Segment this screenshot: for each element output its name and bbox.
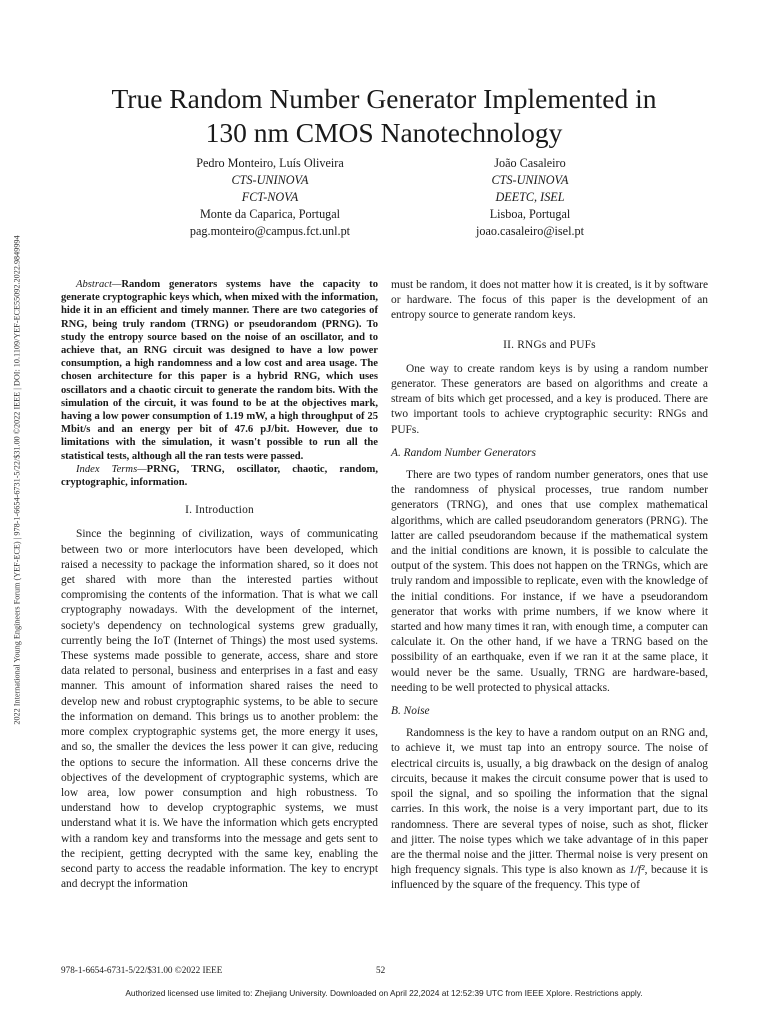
author-email: joao.casaleiro@isel.pt <box>475 224 584 238</box>
abstract <box>61 278 378 463</box>
author-block-2 <box>410 155 650 240</box>
noise-text-part-1: Randomness is the key to have a random output on an RNG and, to achieve it, we must tap into an entropy source. The noise of electrical circuits is, usually, a big drawback on the design of analog circuits, because it makes the circuit consume power that is used to spoil the signal, and so spoiling the information that the signal carries. In this work, the noise is a very important part, due to its randomness. There are several types of noise, such as shot, flicker and jitter. The noise types which we take advantage of in this paper are the thermal noise and the jitter. Thermal noise is very present on high frequency signals. This type is also known as <box>391 727 708 877</box>
license-notice: Authorized licensed use limited to: Zhejiang University. Downloaded on April 22,2024 at 12:52:39 UTC from IEEE Xplore. Restrictions apply. <box>125 988 643 998</box>
author-block-1 <box>150 155 390 240</box>
section-2-paragraph: One way to create random keys is by using a random number generator. These generators are based on algorithms and create a stream of bits which get processed, and a key is produced. There are two important tools to achieve cryptographic security: RNGs and PUFs. <box>391 362 708 436</box>
title-line-2: 130 nm CMOS Nanotechnology <box>205 117 563 149</box>
author-names: João Casaleiro <box>494 156 566 170</box>
index-terms-label: Index Terms— <box>76 463 147 475</box>
paper-title <box>60 82 708 150</box>
subsection-heading-noise: B. Noise <box>391 705 430 718</box>
side-note <box>4 120 30 840</box>
author-location: Lisboa, Portugal <box>489 207 571 221</box>
title-line-1: True Random Number Generator Implemented in <box>111 83 657 115</box>
index-terms-text: PRNG, TRNG, oscillator, chaotic, random, cryptographic, information. <box>61 463 378 489</box>
author-affiliation: DEETC, ISEL <box>495 190 565 204</box>
abstract-label: Abstract— <box>76 279 122 290</box>
noise-formula: 1/f² <box>629 864 645 877</box>
author-affiliation: CTS-UNINOVA <box>491 173 569 187</box>
author-affiliation: FCT-NOVA <box>241 190 299 204</box>
left-column <box>61 278 378 892</box>
author-email: pag.monteiro@campus.fct.unl.pt <box>189 224 351 238</box>
page-number: 52 <box>376 965 386 975</box>
noise-text-part-2: , because it is influenced by the square of the frequency. This type of <box>391 864 708 892</box>
author-location: Monte da Caparica, Portugal <box>199 207 341 221</box>
subsection-b-paragraph <box>391 726 708 893</box>
subsection-heading-rng: A. Random Number Generators <box>391 446 536 459</box>
abstract-text: Random generators systems have the capacity to generate cryptographic keys which, when mixed with the information, hide it in an efficient and timely manner. There are two categories of RNG, being truly random (TRNG) or pseudorandom (PRNG). To study the entropy source based on the noise of an oscillator, and to achieve that, an RNG circuit was designed to have a low power consumption, a high randomness and a low cost and area usage. The chosen architecture for this paper is a hybrid RNG, which uses oscillators and a chaotic circuit to generate the random bits. With the simulation of the circuit, it was found to be at the objectives mark, having a low power consumption of 1.19 mW, a high throughput of 25 Mbit/s and an energy per bit of 47.6 pJ/bit. However, due to limitations with the simulation, it wasn't possible to run all the statistical tests, although all the ran tests were passed. <box>61 279 378 462</box>
author-affiliation: CTS-UNINOVA <box>231 173 309 187</box>
footer-isbn: 978-1-6654-6731-5/22/$31.00 ©2022 IEEE <box>61 965 223 975</box>
section-heading-introduction: I. Introduction <box>185 504 254 517</box>
right-column <box>391 278 708 894</box>
author-names: Pedro Monteiro, Luís Oliveira <box>196 156 344 170</box>
section-heading-rngs-pufs: II. RNGs and PUFs <box>503 338 596 351</box>
intro-continued-paragraph: must be random, it does not matter how it is created, is it by software or hardware. The focus of this paper is the development of an entropy source to generate random keys. <box>391 279 708 322</box>
index-terms <box>61 463 378 489</box>
intro-paragraph: Since the beginning of civilization, ways of communicating between two or more interlocutors have been developed, which raised a necessity to package the information shared, so it does not get shared with more than the interested parties without compromising the contents of the information. That is what we call cryptography nowadays. With the development of the internet, society's dependency on technological systems grew gradually, currently being the IoT (Internet of Things) the most used systems. These systems made possible to generate, access, share and store data related to personal, business and enterprises in a fast and easy manner. This amount of information shared raises the need to develop new and robust cryptographic systems, to be able to secure the information on demand. This brings us to another problem: the more complex cryptographic systems get, the more energy it uses, and so, the smaller the devices the less power it can give, reducing the options to secure the information. All these concerns drive the objectives of the development of cryptographic systems, which are low area, low power consumption and high robustness. To understand how to develop cryptographic systems, we must understand what it is. We have the information which gets encrypted with a random key and transforms into the message and gets sent to the recipient, getting decrypted with the same key, enabling the second party to access the readable information. The key to encrypt and decrypt the information <box>61 528 378 891</box>
side-note-text: 2022 International Young Engineers Forum (YEF-ECE) | 978-1-6654-6731-5/22/$31.00 ©2022 IEEE | DOI: 10.1109/YEF-ECE55092.2022.9849994 <box>12 235 22 725</box>
subsection-a-paragraph: There are two types of random number generators, ones that use the randomness of physical processes, true random number generators (TRNG), and ones that use complex mathematical algorithms, which are called pseudorandom generators (PRNG). The latter are called pseudorandom because if the mathematical system and the initial conditions are known, it is possible to calculate the output of the system. This does not happen on the TRNGs, which are truly random and impossible to replicate, even with the knowledge of the initial conditions. For instance, if we have a pseudorandom generator that works with prime numbers, if we know where it started and how many times it ran, with enough time, a computer can calculate it. On the other hand, if we have a TRNG based on the possibility of an earthquake, even if we ran it at the same place, it would never be the same. Usually, TRNG are hardware-based, needing to be well protected to physical attacks. <box>391 469 708 694</box>
